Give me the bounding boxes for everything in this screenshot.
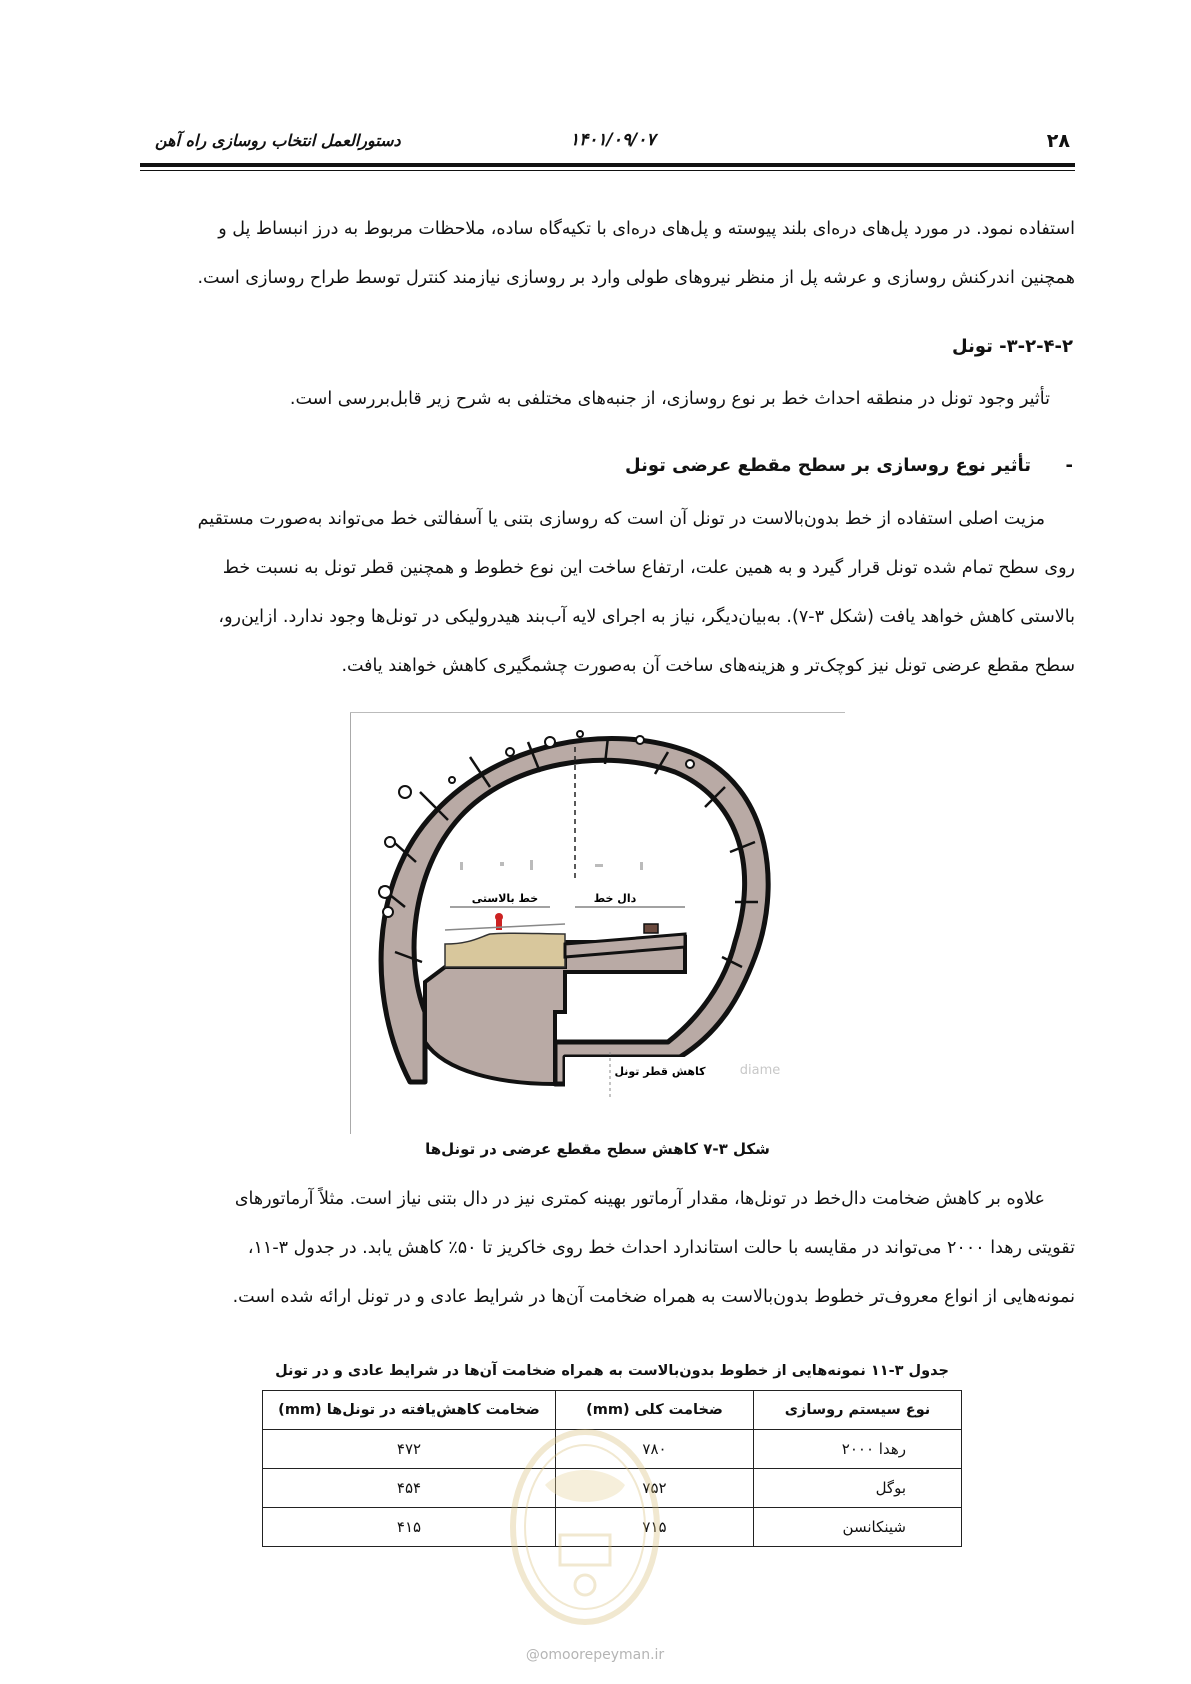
section-heading: ۳-۲-۴-۲- تونل xyxy=(952,336,1073,357)
watermark-url: @omoorepeyman.ir xyxy=(525,1647,665,1663)
header-title: دستورالعمل انتخاب روسازی راه آهن xyxy=(155,131,401,150)
bullet-heading: تأثیر نوع روسازی بر سطح مقطع عرضی تونل xyxy=(625,455,1031,476)
tunnel-cross-section-figure xyxy=(350,712,845,1134)
page-header xyxy=(140,128,1075,158)
label-slab: دال خط xyxy=(593,892,637,905)
header-rule-thick xyxy=(140,163,1075,167)
section-intro xyxy=(140,375,1050,424)
rail-marker xyxy=(495,913,503,921)
rail-head xyxy=(496,920,502,930)
text-line: تقویتی رهدا ۲۰۰۰ می‌تواند در مقایسه با حالت استاندارد احداث خط روی خاکریز تا ۵۰٪ کاهش یابد. در جدول ۳-۱۱، xyxy=(247,1238,1075,1258)
text-line: همچنین اندرکنش روسازی و عرشه پل از منظر نیروهای طولی وارد بر روسازی نیازمند کنترل توسط طراح روسازی است. xyxy=(197,268,1075,288)
table-cell: شینکانسن xyxy=(754,1508,962,1547)
label-faded-english: diame xyxy=(739,1063,781,1078)
faint-marks xyxy=(460,860,643,870)
text-line: استفاده نمود. در مورد پل‌های دره‌ای بلند پیوسته و پل‌های دره‌ای با تکیه‌گاه ساده، ملاحظات مربوط به درز انبساط پل و xyxy=(218,219,1075,239)
table-cell: ۴۱۵ xyxy=(263,1508,556,1547)
ballast-top-line xyxy=(445,924,565,930)
text-line: سطح مقطع عرضی تونل نیز کوچک‌تر و هزینه‌های ساخت آن به‌صورت چشمگیری کاهش خواهند یافت. xyxy=(341,656,1075,676)
table-header-cell: ضخامت کاهش‌یافته در تونل‌ها (mm) xyxy=(263,1391,556,1430)
seal-emblem xyxy=(560,1535,610,1565)
paragraph-2 xyxy=(140,495,1075,691)
seal-calligraphy xyxy=(545,1470,625,1502)
table-cell: رهدا ۲۰۰۰ xyxy=(754,1430,962,1469)
bullet-marker: - xyxy=(1065,455,1073,476)
header-rule-thin xyxy=(140,170,1075,171)
table-cell: ۴۷۲ xyxy=(263,1430,556,1469)
seal-gear-icon xyxy=(575,1575,595,1595)
text-line: تأثیر وجود تونل در منطقه احداث خط بر نوع روسازی، از جنبه‌های مختلفی به شرح زیر قابل‌بررسی است. xyxy=(289,389,1050,409)
text-line: نمونه‌هایی از انواع معروف‌تر خطوط بدون‌بالاست به همراه ضخامت آن‌ها در شرایط عادی و در تونل ارائه شده است. xyxy=(232,1287,1075,1307)
slab-sleeper-block xyxy=(644,924,658,933)
text-line: روی سطح تمام شده تونل قرار گیرد و به همین علت، ارتفاع ساخت این نوع خطوط و همچنین قطر تونل به نسبت خط xyxy=(222,558,1075,578)
text-line: علاوه بر کاهش ضخامت دال‌خط در تونل‌ها، مقدار آرماتور بهینه کمتری نیز در دال بتنی نیاز است. مثلاً آرماتورهای xyxy=(234,1189,1045,1209)
page-number: ۲۸ xyxy=(1046,130,1070,152)
table-header-cell: نوع سیستم روسازی xyxy=(754,1391,962,1430)
table-cell: ۷۵۲ xyxy=(556,1469,754,1508)
intro-paragraph xyxy=(140,205,1075,303)
header-date: ۱۴۰۱/۰۹/۰۷ xyxy=(570,130,656,150)
table-header-row xyxy=(263,1391,962,1430)
table-cell: ۴۵۴ xyxy=(263,1469,556,1508)
watermark-url-text: omoorepeyman.ir xyxy=(539,1647,665,1663)
figure-caption: شکل ۳-۷ کاهش سطح مقطع عرضی در تونل‌ها xyxy=(425,1140,770,1158)
table-caption: جدول ۳-۱۱ نمونه‌هایی از خطوط بدون‌بالاست به همراه ضخامت آن‌ها در شرایط عادی و در تونل xyxy=(275,1363,949,1379)
table-cell: بوگل xyxy=(754,1469,962,1508)
text-line: بالاستی کاهش خواهد یافت (شکل ۳-۷). به‌بیان‌دیگر، نیاز به اجرای لایه آب‌بند هیدرولیکی در تونل‌ها وجود ندارد. ازاین‌رو، xyxy=(218,607,1075,627)
label-ballast: خط بالاستی xyxy=(471,892,539,905)
table-cell: ۷۱۵ xyxy=(556,1508,754,1547)
label-reduction: کاهش قطر تونل xyxy=(614,1065,706,1078)
seal-inner-ring xyxy=(525,1445,645,1609)
table-header-cell: ضخامت کلی (mm) xyxy=(556,1391,754,1430)
paragraph-3 xyxy=(140,1175,1075,1322)
table-cell: ۷۸۰ xyxy=(556,1430,754,1469)
text-line: مزیت اصلی استفاده از خط بدون‌بالاست در تونل آن است که روسازی بتنی یا آسفالتی خط می‌تواند به‌صورت مستقیم xyxy=(197,509,1045,529)
watermark-seal xyxy=(505,1425,665,1630)
ballast-layer xyxy=(445,933,565,967)
